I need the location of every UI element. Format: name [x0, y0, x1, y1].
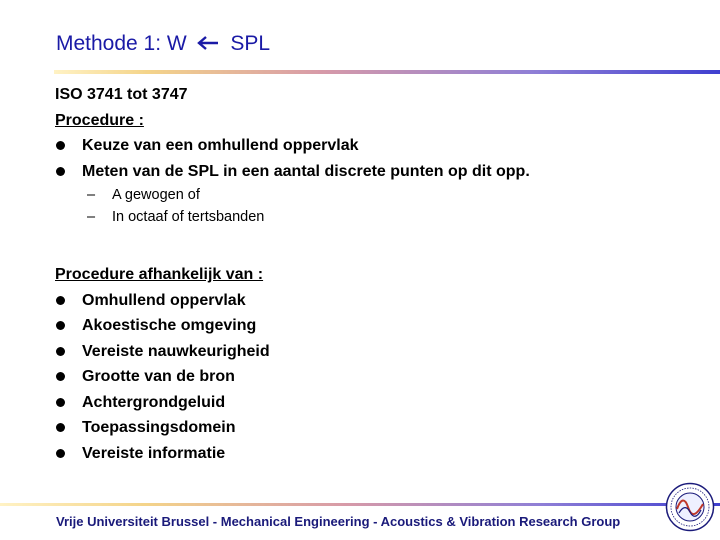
bullet-item	[55, 133, 655, 159]
bullet-dot-icon	[56, 321, 65, 330]
slide-title	[56, 32, 270, 56]
title-right-text: SPL	[230, 32, 271, 55]
iso-line: ISO 3741 tot 3747	[55, 86, 188, 103]
bullet-text: Toepassingsdomein	[82, 419, 236, 436]
bullet-text: Achtergrondgeluid	[82, 393, 226, 411]
bullet-dot-icon	[56, 423, 65, 432]
dependent-heading: Procedure afhankelijk van :	[55, 266, 264, 283]
title-divider	[54, 70, 720, 74]
bullet-text: Vereiste nauwkeurigheid	[82, 342, 270, 360]
bullet-dot-icon	[56, 296, 65, 305]
sub-bullet-text: A gewogen of	[112, 187, 200, 203]
dash-icon: –	[87, 187, 96, 203]
procedure-heading: Procedure :	[55, 111, 144, 129]
dash-icon: –	[87, 209, 96, 225]
bullet-text: Meten van de SPL in een aantal discrete punten op dit opp.	[82, 162, 530, 180]
bullet-text: Akoestische omgeving	[82, 317, 257, 334]
sub-bullet-item	[55, 206, 655, 228]
sub-bullet-text: In octaaf of tertsbanden	[112, 209, 265, 225]
bullet-dot-icon	[56, 398, 65, 407]
bullet-item	[55, 313, 655, 339]
bullet-dot-icon	[56, 372, 65, 381]
slide-body	[55, 82, 655, 466]
bullet-text: Keuze van een omhullend oppervlak	[82, 137, 359, 154]
bullet-text: Omhullend oppervlak	[82, 291, 246, 309]
bullet-item	[55, 364, 655, 390]
bullet-text: Vereiste informatie	[82, 444, 226, 462]
bullet-item	[55, 415, 655, 441]
bullet-text: Grootte van de bron	[82, 368, 235, 385]
bullet-dot-icon	[56, 347, 65, 356]
bullet-item	[55, 339, 655, 365]
university-seal-logo	[665, 482, 715, 532]
title-left-text: Methode 1: W	[56, 32, 187, 55]
footer-text: Vrije Universiteit Brussel - Mechanical Engineering - Acoustics & Vibration Research Group	[56, 514, 621, 529]
bullet-dot-icon	[56, 167, 65, 176]
bullet-item	[55, 288, 655, 314]
bullet-item	[55, 159, 655, 185]
bullet-item	[55, 441, 655, 467]
sub-bullet-item	[55, 184, 655, 206]
footer-divider	[0, 503, 720, 506]
bullet-dot-icon	[56, 141, 65, 150]
bullet-item	[55, 390, 655, 416]
arrow-left-icon	[196, 35, 220, 51]
bullet-dot-icon	[56, 449, 65, 458]
